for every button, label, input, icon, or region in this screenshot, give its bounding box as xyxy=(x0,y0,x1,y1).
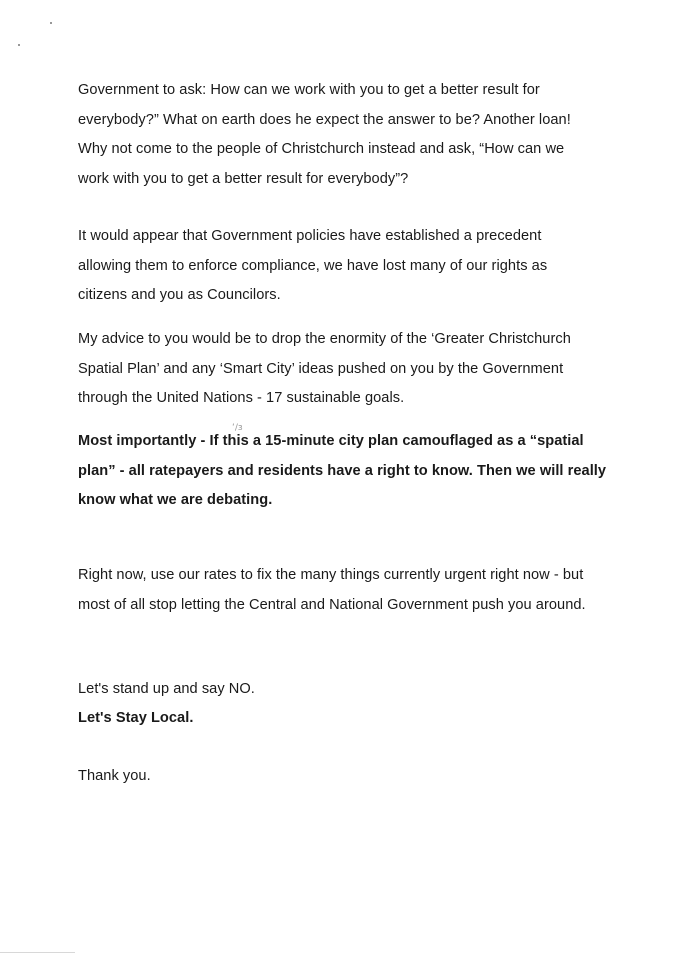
text-line: Government to ask: How can we work with you to get a better result for xyxy=(78,82,540,98)
paragraph-thank-you xyxy=(78,762,648,792)
paragraph-government-to-ask xyxy=(78,76,648,194)
paragraph-stand-up xyxy=(78,675,648,705)
page-edge-rule xyxy=(0,952,75,953)
paragraph-stay-local xyxy=(78,704,648,734)
paragraph-government-policies xyxy=(78,222,648,311)
text-line: through the United Nations - 17 sustainable goals. xyxy=(78,390,405,406)
text-line: everybody?” What on earth does he expect the answer to be? Another loan! xyxy=(78,111,571,128)
text-line: citizens and you as Councilors. xyxy=(78,287,281,303)
text-line: Spatial Plan’ and any ‘Smart City’ ideas pushed on you by the Government xyxy=(78,360,564,377)
text-line: Let's Stay Local. xyxy=(78,710,194,726)
text-line: Most importantly - If this a 15-minute city plan camouflaged as a “spatial xyxy=(78,433,584,449)
text-line: most of all stop letting the Central and National Government push you around. xyxy=(78,596,586,613)
scan-speck xyxy=(18,44,20,46)
text-line: allowing them to enforce compliance, we have lost many of our rights as xyxy=(78,257,548,274)
text-line: My advice to you would be to drop the enormity of the ‘Greater Christchurch xyxy=(78,331,571,347)
paragraph-most-importantly xyxy=(78,427,648,516)
text-line: Let's stand up and say NO. xyxy=(78,681,255,697)
paragraph-advice xyxy=(78,325,648,414)
paragraph-right-now xyxy=(78,561,648,620)
text-line: Thank you. xyxy=(78,768,151,784)
text-line: It would appear that Government policies have established a precedent xyxy=(78,228,542,244)
text-line: Right now, use our rates to fix the many things currently urgent right now - but xyxy=(78,567,584,583)
scan-speck xyxy=(50,22,52,24)
text-line: know what we are debating. xyxy=(78,492,273,508)
text-line: plan” - all ratepayers and residents have a right to know. Then we will really xyxy=(78,462,607,479)
text-line: Why not come to the people of Christchurch instead and ask, “How can we xyxy=(78,141,565,157)
scan-mark: ʻ/ɜ xyxy=(232,423,243,433)
text-line: work with you to get a better result for everybody”? xyxy=(78,170,409,187)
